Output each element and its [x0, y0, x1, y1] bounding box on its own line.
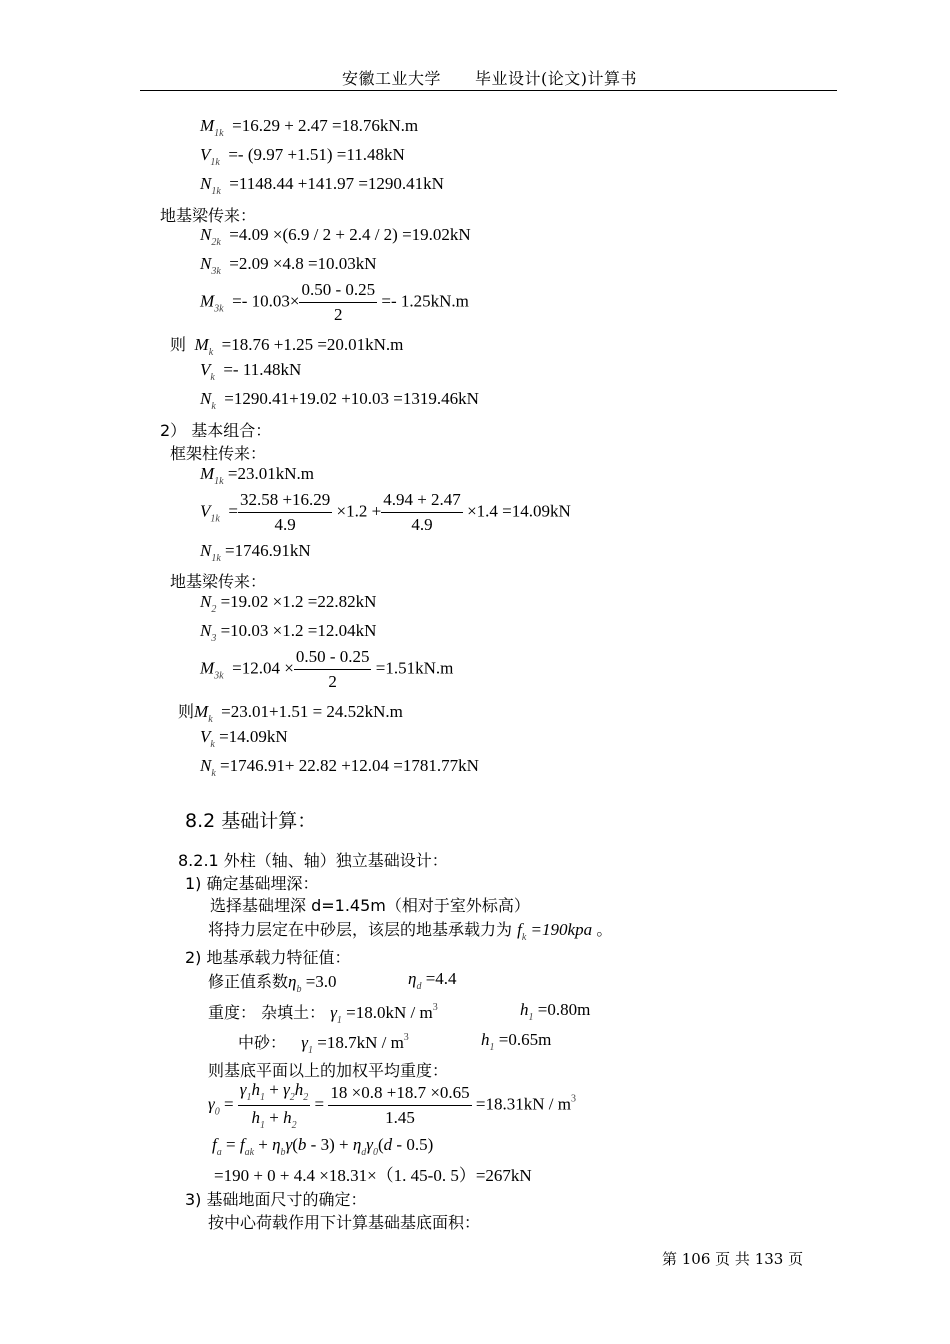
eq-gamma0: $\gamma_0$ = $\frac{\gamma_1h_1 + \gamma_2h_2}{h_1 + h_2}$ = $\frac{18 \times 0.8 +18.7 \times 0.65}{1.45}$ $=18.31kN / m^3$ — [208, 1080, 576, 1131]
beam-transfer-label: 地基梁传来： — [160, 206, 257, 225]
header-rule — [140, 90, 837, 91]
eq-v1k: $V_{1k} =- (9.97 +1.51) =11.48kN$ — [200, 145, 405, 168]
fraction: $\frac{4.94 + 2.47}{4.9}$ — [383, 490, 461, 534]
eq-nk-basic: $N_k =1746.91+ 22.82 +12.04 =1781.77kN$ — [200, 756, 479, 779]
section-heading-8-2-1: 8.2.1 外柱（轴、轴）独立基础设计： — [178, 851, 448, 870]
eq-n3-basic: $N_3 =10.03 \times 1.2 =12.04kN$ — [200, 621, 377, 644]
section-heading-8-2: 8.2 基础计算： — [185, 810, 317, 832]
eq-m3k-basic: $M_{3k} =12.04$ × $\frac{0.50 - 0.25}{2}$ =1.51kN.m — [200, 647, 454, 691]
eq-n3k: $N_{3k} =2.09 \times 4.8 =10.03kN$ — [200, 254, 377, 277]
step1-title: 1) 确定基础埋深： — [185, 874, 319, 893]
frame-transfer-label: 框架柱传来： — [170, 444, 267, 463]
eq-mk: 则 $M_k =18.76 +1.25 =20.01kN.m$ — [170, 335, 404, 358]
header-university: 安徽工业大学 — [342, 69, 442, 88]
step1-line2: 将持力层定在中砂层，该层的地基承载力为 $f_k =190kpa$ 。 — [208, 920, 613, 943]
eq-n1k-basic: $N_{1k} =1746.91kN$ — [200, 541, 311, 564]
step1-line1: 选择基础埋深 d=1.45m（相对于室外标高） — [210, 896, 530, 915]
step3-line1: 按中心荷载作用下计算基础基底面积： — [208, 1213, 481, 1232]
fraction: $\frac{32.58 +16.29}{4.9}$ — [239, 490, 331, 534]
step3-title: 3) 基础地面尺寸的确定： — [185, 1190, 367, 1209]
eq-m1k: $M_{1k} =16.29 + 2.47 =18.76kN.m$ — [200, 116, 419, 139]
fraction: $\frac{\gamma_1h_1 + \gamma_2h_2}{h_1 + h_2}$ — [239, 1080, 309, 1131]
eq-n2-basic: $N_2 =19.02 \times 1.2 =22.82kN$ — [200, 592, 377, 615]
basic-combination-title: 2） 基本组合： — [160, 421, 272, 440]
eq-m1k-basic: $M_{1k} =23.01kN.m$ — [200, 464, 314, 487]
eq-nk: $N_k =1290.41+19.02 +10.03 =1319.46kN$ — [200, 389, 479, 412]
eq-vk-basic: $V_k =14.09kN$ — [200, 727, 288, 750]
eq-n1k: $N_{1k} =1148.44 +141.97 =1290.41kN$ — [200, 174, 444, 197]
eq-vk: $V_k =- 11.48kN$ — [200, 360, 302, 383]
unit-weight-fill: 重度： 杂填土： $\gamma_1 =18.0kN / m^3$ $h_1 =0.80m$ — [208, 1000, 591, 1026]
page-number: 第 106 页 共 133 页 — [662, 1250, 804, 1268]
eq-m3k: $M_{3k} =- 10.03\times$ $\frac{0.50 - 0.25}{2}$ =- 1.25kN.m — [200, 280, 469, 324]
eq-n2k: $N_{2k} =4.09 \times(6.9 / 2 + 2.4 / 2) =19.02kN$ — [200, 225, 471, 248]
page-header — [0, 66, 950, 92]
eq-fa: $f_a = f_{ak} + \eta_b\gamma(b - 3) + \eta_d\gamma_0(d - 0.5)$ — [212, 1135, 434, 1158]
weighted-average-label: 则基底平面以上的加权平均重度： — [208, 1061, 449, 1080]
fraction: $\frac{18 \times 0.8 +18.7 \times 0.65}{1.45}$ — [330, 1083, 470, 1127]
beam-transfer-label-2: 地基梁传来： — [170, 572, 267, 591]
header-doc-title: 毕业设计(论文)计算书 — [475, 69, 637, 88]
fraction: $\frac{0.50 - 0.25}{2}$ — [301, 280, 376, 324]
eq-v1k-basic: $V_{1k}$ = $\frac{32.58 +16.29}{4.9}$ ×1.2 + $\frac{4.94 + 2.47}{4.9}$ ×1.4 =14.09kN — [200, 490, 571, 534]
correction-coefficients: 修正值系数$\eta_b =3.0$ $\eta_d =4.4$ — [208, 969, 457, 995]
step2-title: 2) 地基承载力特征值： — [185, 948, 351, 967]
eq-mk-basic: 则$M_k =23.01+1.51 = 24.52kN.m$ — [178, 702, 403, 725]
eq-fa-value: =190 + 0 + 4.4 ×18.31×（1. 45-0. 5）=267kN — [214, 1166, 532, 1185]
fraction: $\frac{0.50 - 0.25}{2}$ — [295, 647, 370, 691]
unit-weight-sand: 中砂： $\gamma_1 =18.7kN / m^3$ $h_1 =0.65m$ — [238, 1030, 552, 1056]
